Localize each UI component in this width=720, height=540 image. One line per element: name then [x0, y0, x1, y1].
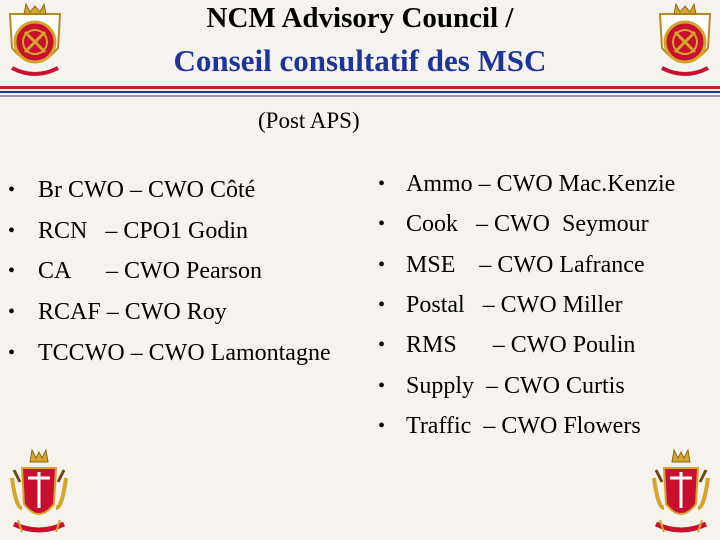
- bullet-marker: •: [8, 301, 16, 323]
- bullet-marker: •: [378, 173, 386, 195]
- bullet-marker: •: [8, 179, 16, 201]
- page-title: NCM Advisory Council /: [206, 2, 514, 34]
- header-divider-red: [0, 86, 720, 89]
- bullet-marker: •: [378, 213, 386, 235]
- list-item: Supply – CWO Curtis: [406, 373, 625, 399]
- list-item: Cook – CWO Seymour: [406, 211, 649, 237]
- header-divider-grey: [0, 95, 720, 97]
- bullet-marker: •: [8, 220, 16, 242]
- bullet-marker: •: [378, 375, 386, 397]
- bullet-marker: •: [378, 254, 386, 276]
- bullet-marker: •: [8, 260, 16, 282]
- list-item: CA – CWO Pearson: [38, 258, 262, 284]
- list-item: RCN – CPO1 Godin: [38, 218, 249, 244]
- page-title-french: Conseil consultatif des MSC: [173, 43, 547, 78]
- bullet-marker: •: [378, 415, 386, 437]
- bullet-marker: •: [378, 294, 386, 316]
- list-item: Br CWO – CWO Côté: [38, 177, 256, 203]
- canadian-army-crest-icon-left: [8, 448, 70, 536]
- list-item: RMS – CWO Poulin: [406, 332, 636, 358]
- bullet-marker: •: [378, 334, 386, 356]
- bullet-marker: •: [8, 342, 16, 364]
- list-item: Postal – CWO Miller: [406, 292, 623, 318]
- list-item: TCCWO – CWO Lamontagne: [38, 340, 331, 366]
- list-item: RCAF – CWO Roy: [38, 299, 227, 325]
- canadian-army-crest-icon-right: [650, 448, 712, 536]
- header-divider-blue: [0, 91, 720, 93]
- subtitle: (Post APS): [258, 108, 360, 133]
- list-item: Ammo – CWO Mac.Kenzie: [406, 171, 676, 197]
- list-item: Traffic – CWO Flowers: [406, 413, 641, 439]
- list-item: MSE – CWO Lafrance: [406, 252, 645, 278]
